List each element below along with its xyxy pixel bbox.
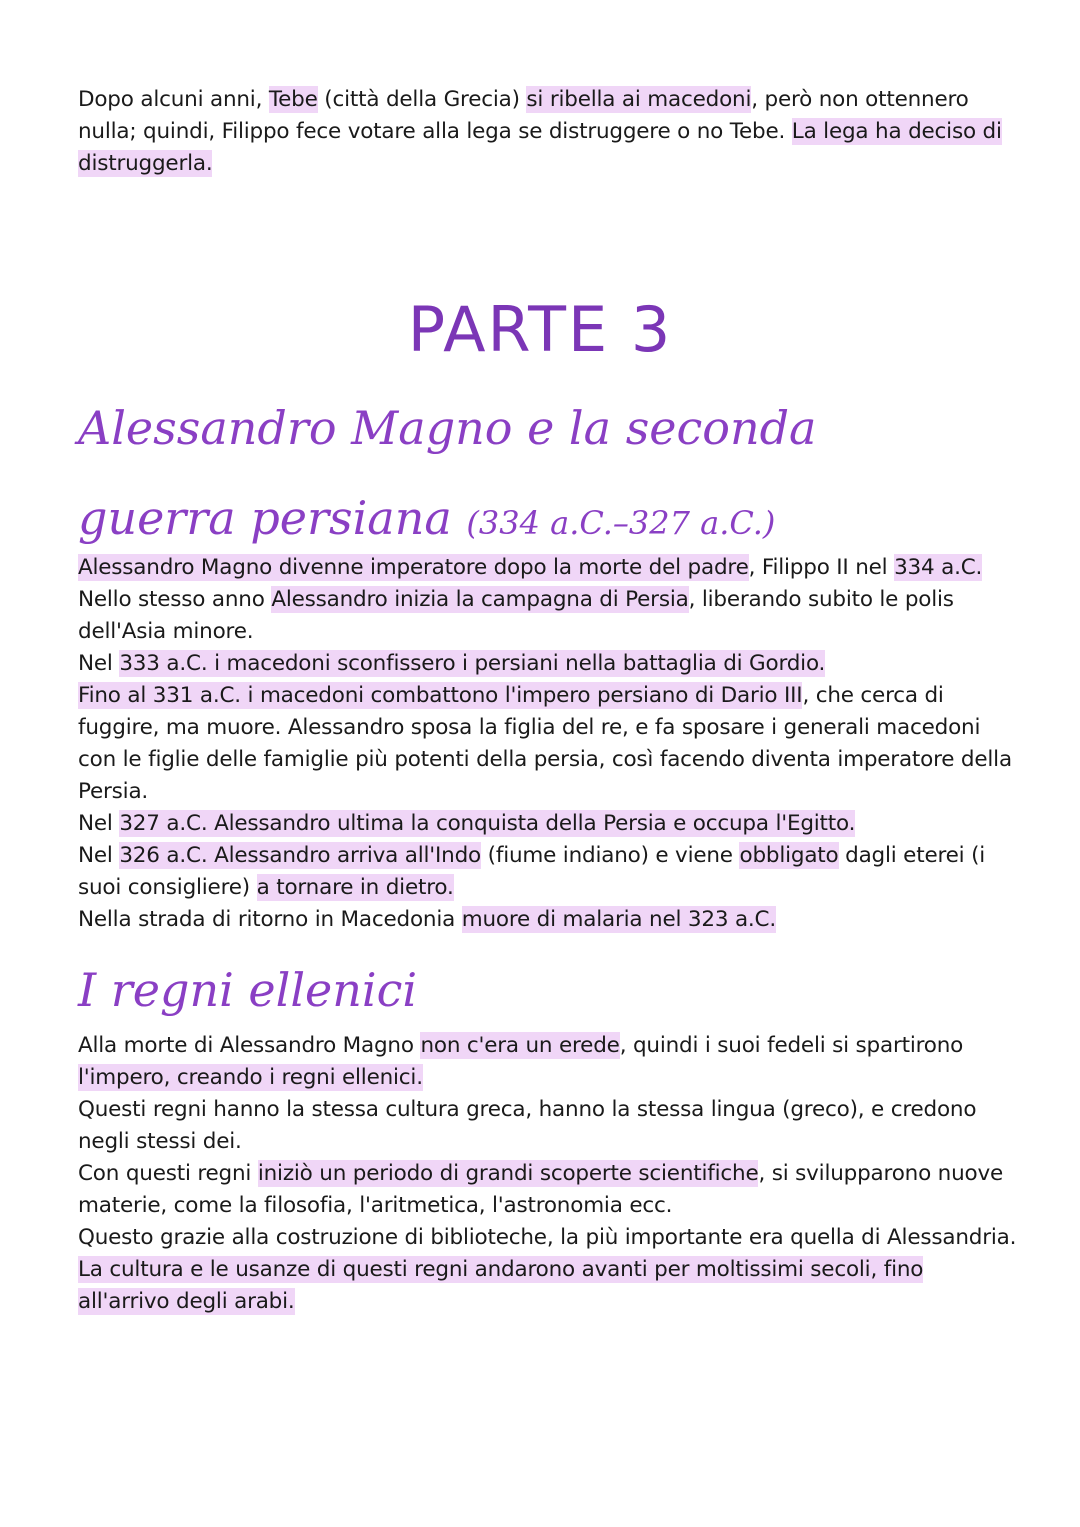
highlighted-text: muore di malaria nel 323 a.C. [461,907,777,932]
paragraph [78,904,1018,936]
highlighted-text: 333 a.C. i macedoni sconfissero i persiani nella battaglia di Gordio. [119,651,826,676]
highlighted-text: si ribella ai macedoni [526,87,752,112]
highlighted-text: obbligato [739,843,839,868]
text-segment: , che cerca di fuggire, ma muore. Alessandro sposa la figlia del re, e fa sposare i generali macedoni con le figlie delle famiglie più potenti della persia, così facendo diventa imperatore della Persia. [78,683,1012,804]
paragraph [78,648,1018,680]
text-segment: dagli eterei (i suoi consigliere) [78,843,986,900]
text-segment: (fiume indiano) e viene [481,843,740,868]
text-segment: , Filippo II nel [748,555,895,580]
highlighted-text: Fino al 331 a.C. i macedoni combattono l'impero persiano di Dario III [78,683,803,708]
highlighted-text: Alessandro inizia la campagna di Persia [271,587,689,612]
highlighted-text: La cultura e le usanze di questi regni andarono avanti per moltissimi secoli, fino all'arrivo degli arabi. [78,1257,924,1314]
intro-paragraph [78,84,1018,180]
paragraph [78,808,1018,840]
regni-paragraphs [78,1030,1018,1318]
text-segment: Nel [78,843,120,868]
text-segment: , liberando subito le polis dell'Asia minore. [78,587,954,644]
highlighted-text: 327 a.C. Alessandro ultima la conquista della Persia e occupa l'Egitto. [119,811,856,836]
paragraph [78,680,1018,808]
highlighted-text: 326 a.C. Alessandro arriva all'Indo [119,843,481,868]
section-heading-regni: I regni ellenici [78,963,418,1017]
text-segment: Nel [78,651,120,676]
highlighted-text: Alessandro Magno divenne imperatore dopo la morte del padre [78,555,749,580]
paragraph [78,1254,1018,1318]
highlighted-text: iniziò un periodo di grandi scoperte scientifiche [257,1161,759,1186]
highlighted-text: l'impero, creando i regni ellenici. [78,1065,423,1090]
text-segment: , si svilupparono nuove materie, come la filosofia, l'aritmetica, l'astronomia ecc. [78,1161,1004,1218]
text-segment: Questi regni hanno la stessa cultura greca, hanno la stessa lingua (greco), e credono negli stessi dei. [78,1097,977,1154]
highlighted-text: a tornare in dietro. [256,875,454,900]
text-segment: Nel [78,811,120,836]
text-segment: Questo grazie alla costruzione di biblioteche, la più importante era quella di Alessandria. [78,1225,1017,1250]
highlighted-text: 334 a.C. [894,555,983,580]
heading-dates: (334 a.C.–327 a.C.) [466,504,776,542]
heading-guerra-persiana: guerra persiana [78,491,452,545]
paragraph [78,1030,1018,1094]
text-segment: Alla morte di Alessandro Magno [78,1033,421,1058]
section-heading-alessandro: Alessandro Magno e la seconda [78,401,817,455]
text-segment: (città della Grecia) [317,87,527,112]
paragraph [78,1158,1018,1222]
text-segment: Nella strada di ritorno in Macedonia [78,907,462,932]
alessandro-paragraphs [78,552,1018,936]
section-heading-alessandro-line2 [78,488,775,553]
paragraph [78,840,1018,904]
highlighted-text: Tebe [268,87,318,112]
paragraph [78,1094,1018,1158]
highlighted-text: La lega ha deciso di distruggerla. [78,119,1002,176]
paragraph [78,552,1018,584]
highlighted-text: non c'era un erede [420,1033,620,1058]
text-segment: Con questi regni [78,1161,258,1186]
text-segment: Dopo alcuni anni, [78,87,269,112]
paragraph [78,1222,1018,1254]
text-segment: , però non ottennero nulla; quindi, Filippo fece votare alla lega se distruggere o no Tebe. [78,87,969,144]
text-segment: , quindi i suoi fedeli si spartirono [619,1033,964,1058]
text-segment: Nello stesso anno [78,587,272,612]
part-title: PARTE 3 [407,293,673,366]
paragraph [78,584,1018,648]
